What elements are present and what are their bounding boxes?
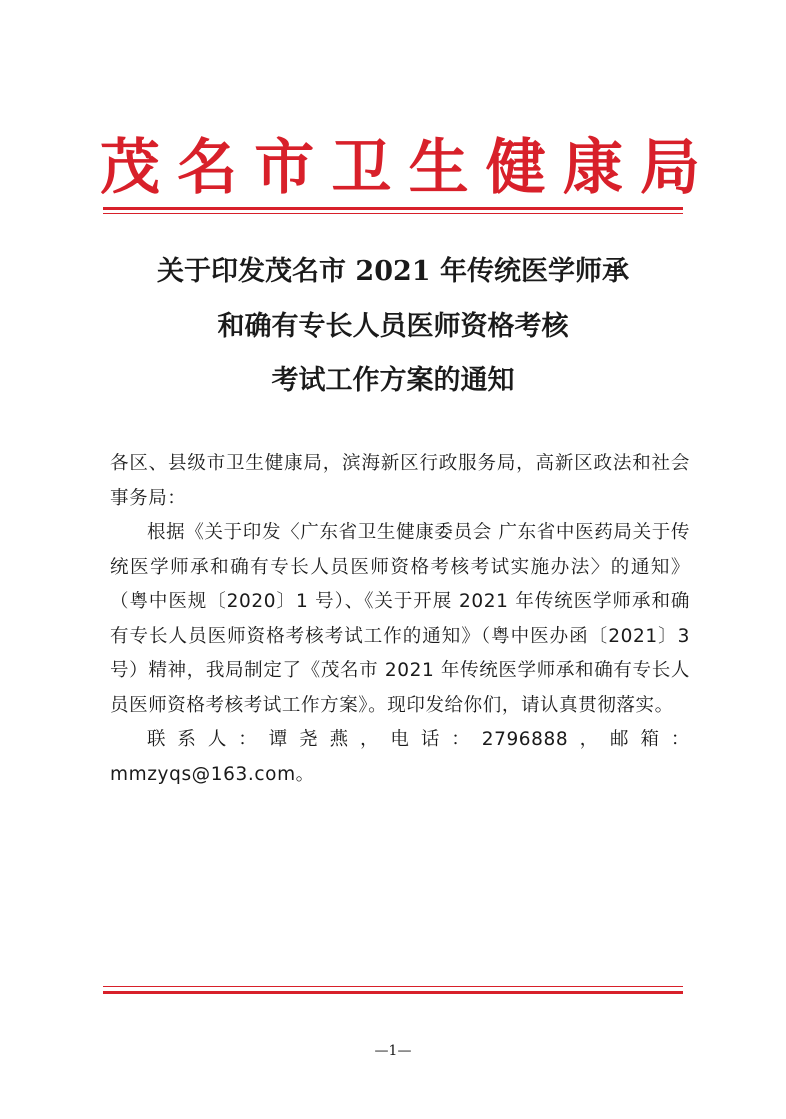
document-body [110, 447, 690, 792]
letterhead-char: 卫 [331, 133, 392, 203]
letterhead-char: 市 [254, 133, 315, 203]
contact-line: 联系人：谭尧燕，电话：2796888，邮箱：mmzyqs@163.com。 [110, 729, 690, 785]
letterhead-char: 健 [485, 133, 546, 203]
letterhead-char: 康 [562, 133, 623, 203]
letterhead-char: 生 [408, 133, 469, 203]
letterhead-char: 局 [639, 133, 700, 203]
document-title-line-1: 关于印发茂名市 2021 年传统医学师承 [157, 256, 629, 287]
footer-divider-thin [103, 986, 683, 987]
page-number: —1— [374, 1043, 412, 1059]
salutation: 各区、县级市卫生健康局，滨海新区行政服务局，高新区政法和社会事务局： [110, 453, 690, 509]
footer-divider-thick [103, 991, 683, 994]
main-paragraph: 根据《关于印发〈广东省卫生健康委员会 广东省中医药局关于传统医学师承和确有专长人员医师资格考核考试实施办法〉的通知》（粤中医规〔2020〕1 号）、《关于开展 2021 年传统医学师承和确有专长人员医师资格考核考试工作的通知》（粤中医办函〔2021〕3 号）精神，我局制定了《茂名市 2021 年传统医学师承和确有专长人员医师资格考核考试工作方案》。现印发给你们，请认真贯彻落实。 [110, 522, 690, 716]
letterhead-divider-thick [103, 207, 683, 210]
letterhead-title [95, 128, 705, 208]
letterhead-char: 名 [177, 133, 238, 203]
letterhead-char: 茂 [100, 133, 160, 203]
letterhead-divider-thin [103, 213, 683, 214]
document-title-line-3: 考试工作方案的通知 [271, 365, 515, 396]
document-title-line-2: 和确有专长人员医师资格考核 [217, 311, 569, 342]
